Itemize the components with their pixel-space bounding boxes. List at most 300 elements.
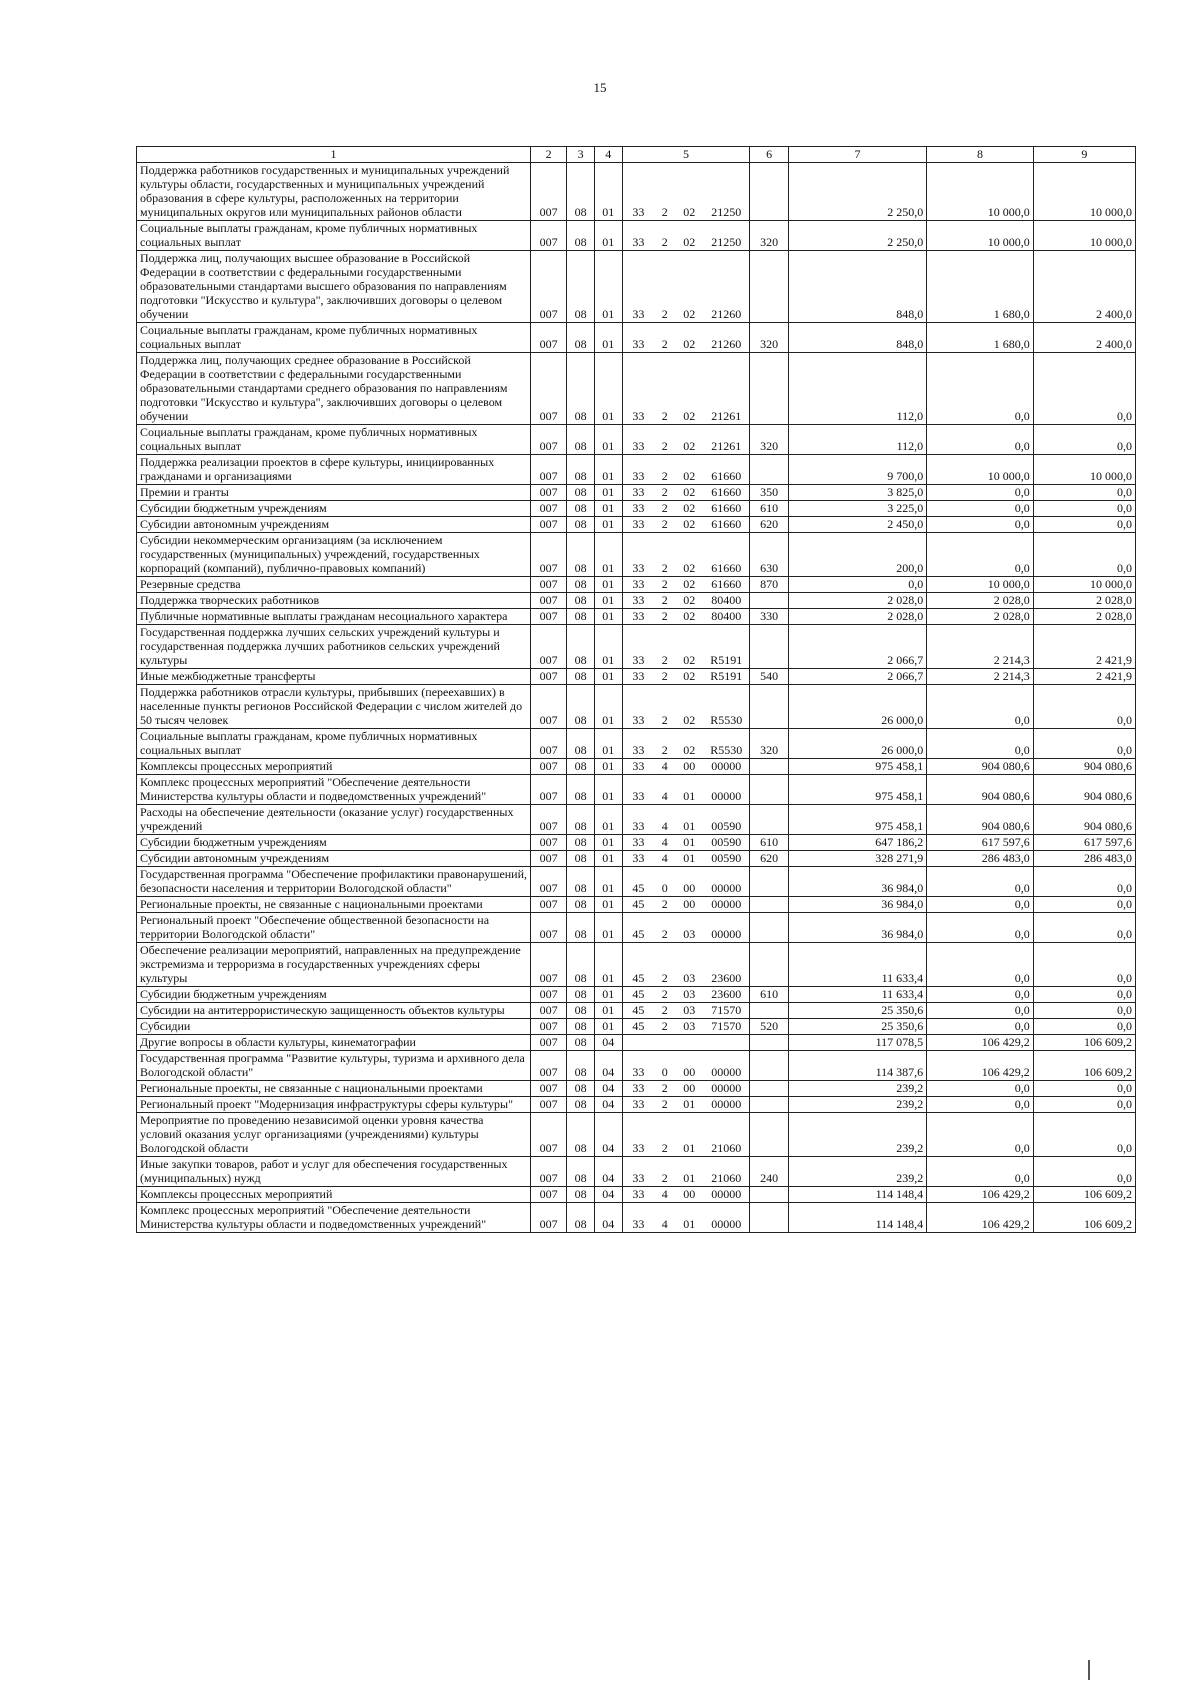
program-code: 33 [622, 685, 654, 729]
amount-year-3: 106 609,2 [1033, 1035, 1135, 1051]
expense-type-code: 630 [750, 533, 788, 577]
program-code: 33 [622, 1051, 654, 1081]
amount-year-3: 0,0 [1033, 517, 1135, 533]
section-code: 08 [567, 1097, 595, 1113]
subprogram-code: 2 [654, 729, 675, 759]
ministry-code: 007 [531, 835, 567, 851]
row-name: Региональный проект "Обеспечение общественной безопасности на территории Вологодской области" [137, 913, 531, 943]
amount-year-2: 0,0 [927, 485, 1034, 501]
row-name: Субсидии на антитеррористическую защищенность объектов культуры [137, 1003, 531, 1019]
subsection-code: 04 [594, 1203, 622, 1233]
program-code: 33 [622, 517, 654, 533]
table-row [137, 323, 1136, 353]
expense-type-code [750, 593, 788, 609]
section-code: 08 [567, 533, 595, 577]
direction-code: 61660 [703, 517, 750, 533]
subsection-code: 01 [594, 501, 622, 517]
subprogram-code: 2 [654, 533, 675, 577]
amount-year-1: 239,2 [788, 1113, 926, 1157]
amount-year-3: 0,0 [1033, 501, 1135, 517]
section-code: 08 [567, 897, 595, 913]
subprogram-code: 2 [654, 1097, 675, 1113]
section-code: 08 [567, 609, 595, 625]
header-col-4: 4 [594, 147, 622, 163]
amount-year-1: 2 028,0 [788, 593, 926, 609]
subprogram-code: 2 [654, 609, 675, 625]
expense-type-code [750, 1097, 788, 1113]
table-row [137, 501, 1136, 517]
subsection-code: 01 [594, 805, 622, 835]
amount-year-3: 106 609,2 [1033, 1203, 1135, 1233]
ministry-code: 007 [531, 1003, 567, 1019]
table-row [137, 729, 1136, 759]
ministry-code: 007 [531, 729, 567, 759]
subprogram-code: 2 [654, 455, 675, 485]
amount-year-2: 106 429,2 [927, 1035, 1034, 1051]
direction-code: 21250 [703, 221, 750, 251]
row-name: Социальные выплаты гражданам, кроме публичных нормативных социальных выплат [137, 221, 531, 251]
program-code: 33 [622, 1081, 654, 1097]
section-code: 08 [567, 625, 595, 669]
subsection-code: 01 [594, 897, 622, 913]
program-code: 33 [622, 251, 654, 323]
row-name: Субсидии бюджетным учреждениям [137, 501, 531, 517]
table-row [137, 867, 1136, 897]
expense-type-code: 610 [750, 501, 788, 517]
subsection-code: 01 [594, 685, 622, 729]
expense-type-code: 610 [750, 835, 788, 851]
direction-code: 00000 [703, 759, 750, 775]
table-row [137, 609, 1136, 625]
row-name: Государственная поддержка лучших сельских учреждений культуры и государственная поддержка лучших работников сельских учреждений культуры [137, 625, 531, 669]
table-row [137, 1081, 1136, 1097]
amount-year-3: 0,0 [1033, 533, 1135, 577]
event-code: 02 [675, 729, 703, 759]
ministry-code: 007 [531, 1035, 567, 1051]
program-code: 45 [622, 1019, 654, 1035]
event-code: 00 [675, 1187, 703, 1203]
event-code: 02 [675, 577, 703, 593]
section-code: 08 [567, 353, 595, 425]
amount-year-3: 106 609,2 [1033, 1187, 1135, 1203]
ministry-code: 007 [531, 163, 567, 221]
direction-code: R5191 [703, 625, 750, 669]
expense-type-code [750, 1203, 788, 1233]
ministry-code: 007 [531, 775, 567, 805]
subprogram-code: 0 [654, 1051, 675, 1081]
table-row [137, 1097, 1136, 1113]
expense-type-code [750, 455, 788, 485]
amount-year-3: 0,0 [1033, 913, 1135, 943]
amount-year-1: 117 078,5 [788, 1035, 926, 1051]
ministry-code: 007 [531, 251, 567, 323]
section-code: 08 [567, 835, 595, 851]
direction-code: 71570 [703, 1003, 750, 1019]
event-code: 02 [675, 323, 703, 353]
program-code: 33 [622, 1203, 654, 1233]
expense-type-code [750, 1187, 788, 1203]
program-code: 45 [622, 943, 654, 987]
ministry-code: 007 [531, 323, 567, 353]
row-name: Социальные выплаты гражданам, кроме публичных нормативных социальных выплат [137, 425, 531, 455]
amount-year-2: 10 000,0 [927, 163, 1034, 221]
event-code: 01 [675, 775, 703, 805]
expense-type-code: 610 [750, 987, 788, 1003]
program-code: 33 [622, 1187, 654, 1203]
amount-year-3: 2 028,0 [1033, 609, 1135, 625]
event-code: 00 [675, 867, 703, 897]
subprogram-code: 2 [654, 323, 675, 353]
row-name: Государственная программа "Обеспечение профилактики правонарушений, безопасности населения и территории Вологодской области" [137, 867, 531, 897]
amount-year-3: 106 609,2 [1033, 1051, 1135, 1081]
expense-type-code: 520 [750, 1019, 788, 1035]
subsection-code: 01 [594, 323, 622, 353]
event-code: 01 [675, 805, 703, 835]
table-row [137, 1187, 1136, 1203]
amount-year-1: 2 066,7 [788, 669, 926, 685]
expense-type-code: 350 [750, 485, 788, 501]
table-row [137, 1157, 1136, 1187]
subsection-code: 01 [594, 455, 622, 485]
direction-code: 23600 [703, 943, 750, 987]
amount-year-3: 2 400,0 [1033, 251, 1135, 323]
amount-year-2: 1 680,0 [927, 251, 1034, 323]
event-code: 01 [675, 1157, 703, 1187]
direction-code: 21250 [703, 163, 750, 221]
ministry-code: 007 [531, 897, 567, 913]
expense-type-code [750, 805, 788, 835]
subprogram-code: 2 [654, 1157, 675, 1187]
event-code: 03 [675, 1019, 703, 1035]
ministry-code: 007 [531, 987, 567, 1003]
amount-year-2: 904 080,6 [927, 775, 1034, 805]
subsection-code: 01 [594, 353, 622, 425]
amount-year-3: 2 028,0 [1033, 593, 1135, 609]
subprogram-code: 2 [654, 577, 675, 593]
event-code: 00 [675, 897, 703, 913]
direction-code: 71570 [703, 1019, 750, 1035]
table-row [137, 533, 1136, 577]
amount-year-2: 2 214,3 [927, 625, 1034, 669]
subsection-code: 01 [594, 729, 622, 759]
event-code: 03 [675, 1003, 703, 1019]
amount-year-2: 0,0 [927, 533, 1034, 577]
table-row [137, 353, 1136, 425]
ministry-code: 007 [531, 593, 567, 609]
direction-code: 21260 [703, 323, 750, 353]
amount-year-1: 0,0 [788, 577, 926, 593]
subprogram-code: 4 [654, 1203, 675, 1233]
table-row [137, 913, 1136, 943]
expense-type-code [750, 1003, 788, 1019]
subprogram-code: 2 [654, 625, 675, 669]
amount-year-3: 0,0 [1033, 685, 1135, 729]
row-name: Резервные средства [137, 577, 531, 593]
row-name: Региональный проект "Модернизация инфраструктуры сферы культуры" [137, 1097, 531, 1113]
amount-year-3: 0,0 [1033, 1003, 1135, 1019]
amount-year-2: 106 429,2 [927, 1051, 1034, 1081]
ministry-code: 007 [531, 1113, 567, 1157]
row-name: Обеспечение реализации мероприятий, направленных на предупреждение экстремизма и терроризма в государственных учреждениях сферы культуры [137, 943, 531, 987]
amount-year-1: 3 225,0 [788, 501, 926, 517]
section-code: 08 [567, 425, 595, 455]
amount-year-1: 114 148,4 [788, 1187, 926, 1203]
amount-year-3: 0,0 [1033, 425, 1135, 455]
subprogram-code: 2 [654, 1003, 675, 1019]
subsection-code: 01 [594, 425, 622, 455]
ministry-code: 007 [531, 1019, 567, 1035]
direction-code: 00000 [703, 913, 750, 943]
amount-year-2: 0,0 [927, 1019, 1034, 1035]
table-row [137, 593, 1136, 609]
row-name: Поддержка работников государственных и муниципальных учреждений культуры области, государственных и муниципальных учреждений образования в сфере культуры, расположенных на территории муниципальных округов или муниципальных районов области [137, 163, 531, 221]
ministry-code: 007 [531, 1051, 567, 1081]
section-code: 08 [567, 1051, 595, 1081]
row-name: Премии и гранты [137, 485, 531, 501]
amount-year-1: 2 028,0 [788, 609, 926, 625]
amount-year-1: 2 250,0 [788, 221, 926, 251]
table-row [137, 577, 1136, 593]
subprogram-code: 2 [654, 1113, 675, 1157]
table-row [137, 485, 1136, 501]
amount-year-2: 286 483,0 [927, 851, 1034, 867]
amount-year-1: 3 825,0 [788, 485, 926, 501]
subsection-code: 01 [594, 1003, 622, 1019]
event-code: 02 [675, 685, 703, 729]
subprogram-code: 2 [654, 897, 675, 913]
amount-year-1: 9 700,0 [788, 455, 926, 485]
subsection-code: 01 [594, 485, 622, 501]
expense-type-code [750, 775, 788, 805]
ministry-code: 007 [531, 353, 567, 425]
amount-year-2: 0,0 [927, 501, 1034, 517]
program-code: 33 [622, 593, 654, 609]
subsection-code: 01 [594, 867, 622, 897]
row-name: Государственная программа "Развитие культуры, туризма и архивного дела Вологодской области" [137, 1051, 531, 1081]
amount-year-3: 0,0 [1033, 1157, 1135, 1187]
subsection-code: 01 [594, 987, 622, 1003]
amount-year-2: 617 597,6 [927, 835, 1034, 851]
amount-year-3: 0,0 [1033, 1113, 1135, 1157]
program-code: 45 [622, 867, 654, 897]
event-code: 03 [675, 987, 703, 1003]
row-name: Региональные проекты, не связанные с национальными проектами [137, 1081, 531, 1097]
program-code: 33 [622, 729, 654, 759]
header-col-2: 2 [531, 147, 567, 163]
amount-year-2: 0,0 [927, 425, 1034, 455]
amount-year-1: 200,0 [788, 533, 926, 577]
table-row [137, 1051, 1136, 1081]
row-name: Поддержка лиц, получающих среднее образование в Российской Федерации в соответствии с федеральными государственными образовательными стандартами среднего образования по направлениям подготовки "Искусство и культура", заключивших договоры о целевом обучении [137, 353, 531, 425]
row-name: Поддержка работников отрасли культуры, прибывших (переехавших) в населенные пункты регионов Российской Федерации с числом жителей до 50 тысяч человек [137, 685, 531, 729]
event-code: 02 [675, 501, 703, 517]
expense-type-code: 620 [750, 851, 788, 867]
program-code: 45 [622, 897, 654, 913]
row-name: Иные закупки товаров, работ и услуг для обеспечения государственных (муниципальных) нужд [137, 1157, 531, 1187]
budget-table [136, 146, 1136, 1233]
program-code: 45 [622, 1003, 654, 1019]
ministry-code: 007 [531, 851, 567, 867]
event-code: 00 [675, 1051, 703, 1081]
subsection-code: 04 [594, 1097, 622, 1113]
amount-year-2: 10 000,0 [927, 455, 1034, 485]
amount-year-3: 2 421,9 [1033, 669, 1135, 685]
table-row [137, 425, 1136, 455]
table-row [137, 625, 1136, 669]
header-row [137, 147, 1136, 163]
section-code: 08 [567, 501, 595, 517]
section-code: 08 [567, 943, 595, 987]
expense-type-code [750, 943, 788, 987]
amount-year-3: 0,0 [1033, 485, 1135, 501]
event-code: 00 [675, 759, 703, 775]
ministry-code: 007 [531, 1187, 567, 1203]
expense-type-code [750, 625, 788, 669]
program-code: 33 [622, 759, 654, 775]
program-code: 33 [622, 625, 654, 669]
section-code: 08 [567, 1081, 595, 1097]
table-row [137, 987, 1136, 1003]
subprogram-code: 4 [654, 1187, 675, 1203]
header-col-9: 9 [1033, 147, 1135, 163]
direction-code: 00000 [703, 1203, 750, 1233]
ministry-code: 007 [531, 805, 567, 835]
ministry-code: 007 [531, 501, 567, 517]
direction-code: R5530 [703, 729, 750, 759]
table-row [137, 251, 1136, 323]
section-code: 08 [567, 1203, 595, 1233]
subprogram-code [654, 1035, 675, 1051]
subprogram-code: 2 [654, 1019, 675, 1035]
subsection-code: 04 [594, 1051, 622, 1081]
ministry-code: 007 [531, 517, 567, 533]
amount-year-2: 0,0 [927, 897, 1034, 913]
program-code: 33 [622, 577, 654, 593]
direction-code: 00000 [703, 775, 750, 805]
table-row [137, 685, 1136, 729]
row-name: Субсидии автономным учреждениям [137, 851, 531, 867]
section-code: 08 [567, 1187, 595, 1203]
amount-year-1: 25 350,6 [788, 1019, 926, 1035]
amount-year-3: 617 597,6 [1033, 835, 1135, 851]
amount-year-2: 904 080,6 [927, 805, 1034, 835]
ministry-code: 007 [531, 1081, 567, 1097]
subprogram-code: 2 [654, 943, 675, 987]
subsection-code: 01 [594, 775, 622, 805]
row-name: Комплексы процессных мероприятий [137, 759, 531, 775]
section-code: 08 [567, 577, 595, 593]
expense-type-code [750, 163, 788, 221]
table-row [137, 897, 1136, 913]
table-body [137, 163, 1136, 1233]
table-row [137, 517, 1136, 533]
subsection-code: 01 [594, 669, 622, 685]
program-code: 45 [622, 913, 654, 943]
direction-code: 61660 [703, 455, 750, 485]
amount-year-3: 904 080,6 [1033, 775, 1135, 805]
event-code: 02 [675, 353, 703, 425]
amount-year-1: 848,0 [788, 323, 926, 353]
row-name: Мероприятие по проведению независимой оценки уровня качества условий оказания услуг организациями (учреждениями) культуры Вологодской области [137, 1113, 531, 1157]
amount-year-1: 112,0 [788, 353, 926, 425]
table-row [137, 455, 1136, 485]
amount-year-3: 0,0 [1033, 729, 1135, 759]
amount-year-3: 904 080,6 [1033, 759, 1135, 775]
expense-type-code: 620 [750, 517, 788, 533]
amount-year-1: 975 458,1 [788, 759, 926, 775]
table-row [137, 805, 1136, 835]
section-code: 08 [567, 851, 595, 867]
event-code: 02 [675, 533, 703, 577]
expense-type-code [750, 251, 788, 323]
subprogram-code: 4 [654, 805, 675, 835]
subsection-code: 01 [594, 533, 622, 577]
program-code: 33 [622, 609, 654, 625]
amount-year-2: 0,0 [927, 517, 1034, 533]
table-row [137, 835, 1136, 851]
header-col-1: 1 [137, 147, 531, 163]
row-name: Региональные проекты, не связанные с национальными проектами [137, 897, 531, 913]
direction-code: 21060 [703, 1157, 750, 1187]
subsection-code: 01 [594, 835, 622, 851]
subprogram-code: 4 [654, 851, 675, 867]
event-code: 03 [675, 913, 703, 943]
section-code: 08 [567, 669, 595, 685]
row-name: Комплекс процессных мероприятий "Обеспечение деятельности Министерства культуры области и подведомственных учреждений" [137, 1203, 531, 1233]
ministry-code: 007 [531, 609, 567, 625]
section-code: 08 [567, 163, 595, 221]
amount-year-2: 0,0 [927, 1113, 1034, 1157]
section-code: 08 [567, 867, 595, 897]
event-code: 02 [675, 455, 703, 485]
expense-type-code [750, 1051, 788, 1081]
amount-year-1: 848,0 [788, 251, 926, 323]
section-code: 08 [567, 805, 595, 835]
expense-type-code [750, 867, 788, 897]
amount-year-3: 10 000,0 [1033, 221, 1135, 251]
subprogram-code: 2 [654, 251, 675, 323]
amount-year-3: 0,0 [1033, 897, 1135, 913]
amount-year-1: 112,0 [788, 425, 926, 455]
row-name: Субсидии бюджетным учреждениям [137, 835, 531, 851]
direction-code: 80400 [703, 593, 750, 609]
amount-year-2: 106 429,2 [927, 1203, 1034, 1233]
ministry-code: 007 [531, 669, 567, 685]
direction-code: 21060 [703, 1113, 750, 1157]
header-col-3: 3 [567, 147, 595, 163]
row-name: Поддержка реализации проектов в сфере культуры, инициированных гражданами и организациями [137, 455, 531, 485]
ministry-code: 007 [531, 943, 567, 987]
table-row [137, 221, 1136, 251]
subsection-code: 04 [594, 1157, 622, 1187]
program-code: 33 [622, 455, 654, 485]
ministry-code: 007 [531, 867, 567, 897]
amount-year-2: 0,0 [927, 987, 1034, 1003]
subprogram-code: 2 [654, 517, 675, 533]
amount-year-3: 0,0 [1033, 1019, 1135, 1035]
row-name: Социальные выплаты гражданам, кроме публичных нормативных социальных выплат [137, 729, 531, 759]
amount-year-3: 0,0 [1033, 353, 1135, 425]
row-name: Субсидии бюджетным учреждениям [137, 987, 531, 1003]
subprogram-code: 2 [654, 987, 675, 1003]
direction-code: 61660 [703, 533, 750, 577]
event-code: 02 [675, 609, 703, 625]
amount-year-1: 328 271,9 [788, 851, 926, 867]
table-row [137, 1019, 1136, 1035]
section-code: 08 [567, 913, 595, 943]
amount-year-2: 0,0 [927, 1157, 1034, 1187]
event-code: 03 [675, 943, 703, 987]
